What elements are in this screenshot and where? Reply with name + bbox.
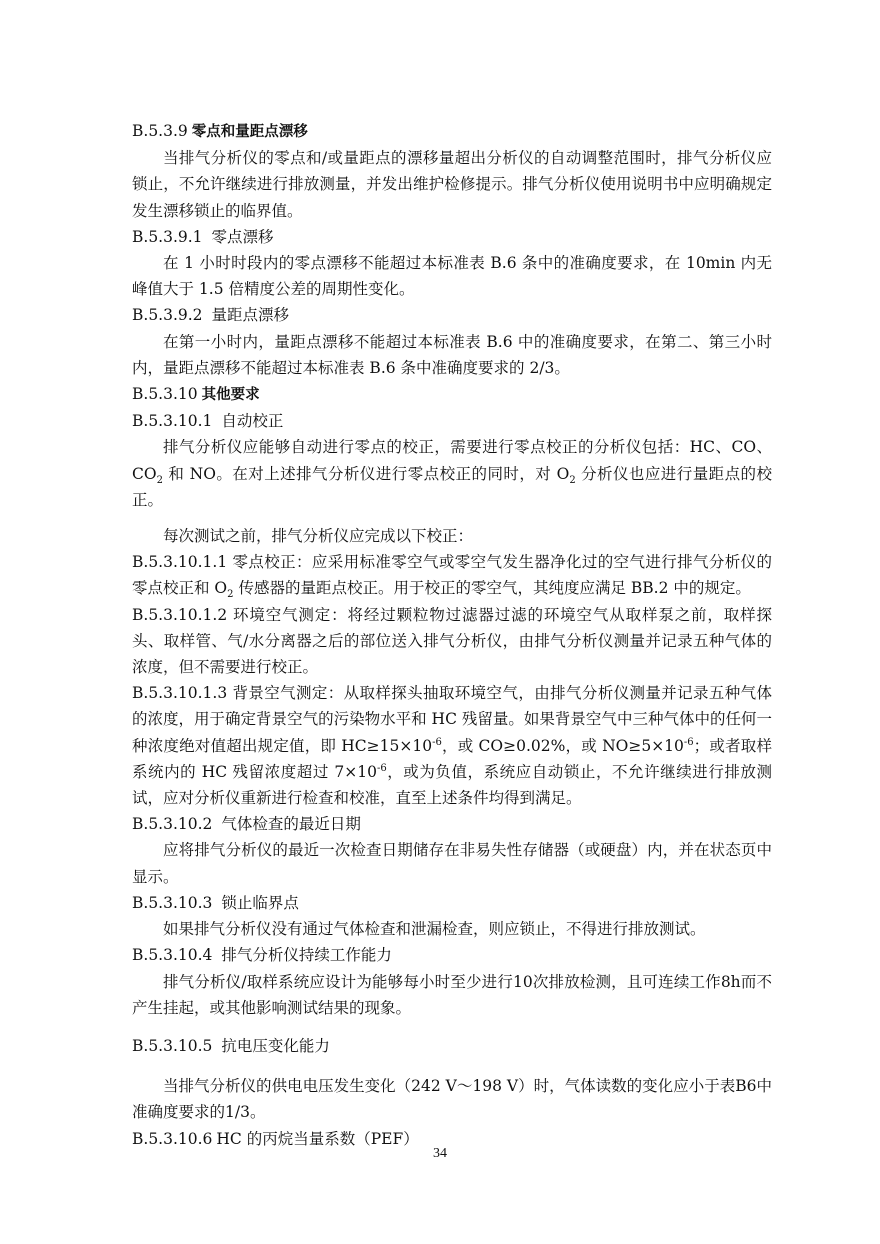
page-number: 34 — [433, 1146, 447, 1161]
heading-b5-3-10-1: B.5.3.10.1 自动校正 — [132, 412, 284, 431]
item-b5-3-10-1-3: B.5.3.10.1.3 背景空气测定：从取样探头抽取环境空气，由排气分析仪测量并记录五种气体的浓度，用于确定背景空气的污染物水平和 HC 残留量。如果背景空气中三种气体中的任何一种浓度绝对值超出规定值，即 $HC\ge 15\times 10^{-6}$，或 CO≥0.02%，或 $NO\ge 5\times 10^{-6}$；或者取样系统内的 HC 残留浓度超过 $7\times 10^{-6}$，或为负值，系统应自动锁止，不允许继续进行排放测试，应对分析仪重新进行检查和校准，直至上述条件均得到满足。 — [132, 684, 772, 808]
paragraph: 每次测试之前，排气分析仪应完成以下校正： — [163, 527, 474, 546]
paragraph: 如果排气分析仪没有通过气体检查和泄漏检查，则应锁止，不得进行排放测试。 — [163, 920, 706, 939]
paragraph: 当排气分析仪的零点和/或量距点的漂移量超出分析仪的自动调整范围时，排气分析仪应锁止，不允许继续进行排放测量，并发出维护检修提示。排气分析仪使用说明书中应明确规定发生漂移锁止的临界值。 — [132, 149, 772, 220]
item-b5-3-10-1-1: B.5.3.10.1.1 零点校正：应采用标准零空气或零空气发生器净化过的空气进行排气分析仪的零点校正和 $O_2$ 传感器的量距点校正。用于校正的零空气，其纯度应满足 BB.2 中的规定。 — [132, 553, 772, 601]
paragraph: 在 1 小时时段内的零点漂移不能超过本标准表 B.6 条中的准确度要求，在 10min 内无峰值大于 1.5 倍精度公差的周期性变化。 — [132, 254, 772, 299]
heading-b5-3-10-3: B.5.3.10.3 锁止临界点 — [132, 893, 299, 912]
paragraph: 应将排气分析仪的最近一次检查日期储存在非易失性存储器（或硬盘）内，并在状态页中显示。 — [132, 841, 772, 886]
heading-b5-3-10-6: B.5.3.10.6 HC 的丙烷当量系数（PEF） — [132, 1129, 419, 1148]
heading-b5-3-10-2: B.5.3.10.2 气体检查的最近日期 — [132, 815, 361, 834]
paragraph: 排气分析仪/取样系统应设计为能够每小时至少进行10次排放检测，且可连续工作8h而不产生挂起，或其他影响测试结果的现象。 — [132, 972, 772, 1017]
heading-b5-3-9-1: B.5.3.9.1 零点漂移 — [132, 227, 274, 246]
item-b5-3-10-1-2: B.5.3.10.1.2 环境空气测定：将经过颗粒物过滤器过滤的环境空气从取样泵之前，取样探头、取样管、气/水分离器之后的部位送入排气分析仪，由排气分析仪测量并记录五种气体的浓度，但不需要进行校正。 — [132, 605, 772, 677]
paragraph: 排气分析仪应能够自动进行零点的校正，需要进行零点校正的分析仪包括：HC、CO、$CO_2$ 和 NO。在对上述排气分析仪进行零点校正的同时，对 $O_2$ 分析仪也应进行量距点的校正。 — [132, 438, 772, 509]
heading-b5-3-10: B.5.3.10 其他要求 — [132, 385, 260, 404]
heading-b5-3-10-5: B.5.3.10.5 抗电压变化能力 — [132, 1036, 330, 1055]
heading-b5-3-9-2: B.5.3.9.2 量距点漂移 — [132, 306, 289, 325]
paragraph: 在第一小时内，量距点漂移不能超过本标准表 B.6 中的准确度要求，在第二、第三小时内，量距点漂移不能超过本标准表 B.6 条中准确度要求的 2/3。 — [132, 332, 772, 377]
heading-b5-3-9: B.5.3.9 零点和量距点漂移 — [132, 122, 308, 140]
document-page — [132, 118, 772, 1152]
paragraph: 当排气分析仪的供电电压发生变化（242 V～198 V）时，气体读数的变化应小于表B6中准确度要求的1/3。 — [132, 1077, 772, 1122]
heading-b5-3-10-4: B.5.3.10.4 排气分析仪持续工作能力 — [132, 946, 392, 965]
